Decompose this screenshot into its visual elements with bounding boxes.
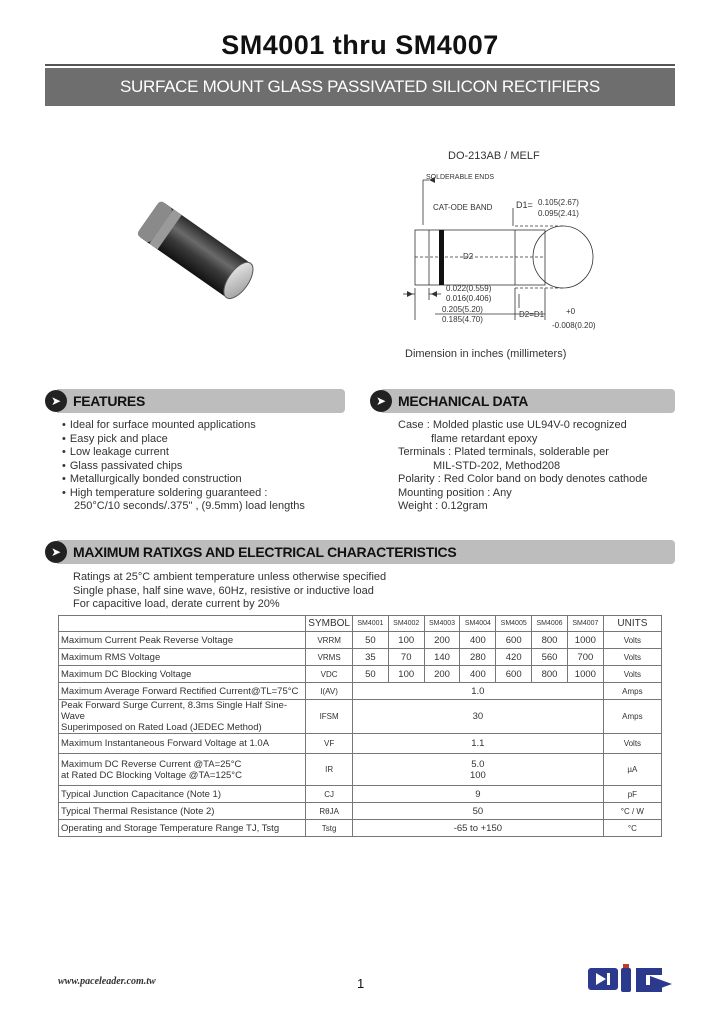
value-cell: 1.1 [352,734,603,754]
param-cell [59,754,306,786]
value-cell: 600 [496,666,532,683]
mechanical-title: MECHANICAL DATA [398,393,529,409]
value-cell: 50 [352,803,603,820]
mechanical-heading [370,389,675,413]
label-tol-minus: -0.008(0.20) [552,321,596,330]
value-cell: 70 [388,649,424,666]
value-cell: 280 [460,649,496,666]
symbol-cell: Tstg [306,820,353,837]
value-cell: 9 [352,786,603,803]
table-header-cell: SM4001 [352,616,388,632]
param-cell: Maximum Instantaneous Forward Voltage at 1.0A [59,734,306,754]
ratings-title: MAXIMUM RATIXGS AND ELECTRICAL CHARACTERISTICS [73,544,457,560]
label-dim-b-min: 0.185(4.70) [442,315,483,324]
value-cell [352,754,603,786]
table-row [59,666,662,683]
param-cell [59,700,306,734]
table-header-cell: UNITS [603,616,661,632]
param-line: Superimposed on Rated Load (JEDEC Method) [61,722,262,733]
table-header-cell: SM4007 [567,616,603,632]
value-cell: 420 [496,649,532,666]
symbol-cell: CJ [306,786,353,803]
value-cell: 30 [352,700,603,734]
value-cell: 100 [388,666,424,683]
symbol-cell: VDC [306,666,353,683]
value-cell: 50 [352,632,388,649]
feature-item: • High temperature soldering guaranteed : [62,487,267,501]
mechanical-line: Weight : 0.12gram [398,500,488,512]
page-number: 1 [357,976,365,991]
mechanical-lines [398,419,648,514]
label-solderable-ends: SOLDERABLE ENDS [426,174,495,181]
table-header-row [59,616,662,632]
package-outline-diagram [395,170,615,335]
ratings-heading [45,540,675,564]
features-title: FEATURES [73,393,146,409]
param-cell: Operating and Storage Temperature Range TJ, Tstg [59,820,306,837]
table-header-cell: SM4005 [496,616,532,632]
arrow-right-icon: ➤ [45,390,67,412]
unit-cell: pF [603,786,661,803]
unit-cell: °C / W [603,803,661,820]
table-row [59,632,662,649]
value-cell: 1.0 [352,683,603,700]
label-tol-plus: +0 [566,307,576,316]
param-cell: Maximum RMS Voltage [59,649,306,666]
features-list [62,419,267,500]
ratings-note: Single phase, half sine wave, 60Hz, resistive or inductive load [73,584,374,597]
param-cell: Maximum Current Peak Reverse Voltage [59,632,306,649]
unit-cell: Volts [603,734,661,754]
label-d1-min: 0.095(2.41) [538,209,579,218]
value-cell: 140 [424,649,460,666]
feature-item: • Metallurgically bonded construction [62,473,267,487]
ratings-note: For capacitive load, derate current by 20% [73,598,280,610]
feature-item: • Low leakage current [62,446,267,460]
table-header-cell: SYMBOL [306,616,353,632]
table-row [59,683,662,700]
table-header-cell: SM4002 [388,616,424,632]
table-row [59,820,662,837]
param-cell: Maximum Average Forward Rectified Current@TL=75°C [59,683,306,700]
feature-item: • Ideal for surface mounted applications [62,419,267,433]
mechanical-line: flame retardant epoxy [431,432,538,445]
mechanical-line: Terminals : Plated terminals, solderable per [398,446,609,458]
component-photo [130,195,260,305]
table-row [59,803,662,820]
footer-url[interactable]: www.paceleader.com.tw [58,976,156,987]
subtitle-banner: SURFACE MOUNT GLASS PASSIVATED SILICON RECTIFIERS [45,68,675,106]
value-cell: 800 [532,632,568,649]
feature-item: • Easy pick and place [62,433,267,447]
value-cell: 400 [460,666,496,683]
ratings-table [58,615,662,837]
label-dim-b-max: 0.205(5.20) [442,305,483,314]
value-cell: 200 [424,632,460,649]
dimension-note: Dimension in inches (millimeters) [405,348,567,360]
symbol-cell: RθJA [306,803,353,820]
param-cell: Typical Thermal Resistance (Note 2) [59,803,306,820]
mechanical-line: Case : Molded plastic use UL94V-0 recognized [398,419,627,431]
feature-item: • Glass passivated chips [62,460,267,474]
value-cell: 50 [352,666,388,683]
table-header-cell: SM4003 [424,616,460,632]
label-d2: D2 [463,252,474,261]
arrow-right-icon: ➤ [45,541,67,563]
mechanical-line: Mounting position : Any [398,486,512,499]
symbol-cell: VRRM [306,632,353,649]
table-header-cell: SM4006 [532,616,568,632]
unit-cell: Volts [603,632,661,649]
value-cell: 1000 [567,632,603,649]
table-header-cell: SM4004 [460,616,496,632]
table-row [59,754,662,786]
mechanical-line: Polarity : Red Color band on body denotes cathode [398,473,648,485]
ratings-note: Ratings at 25°C ambient temperature unless otherwise specified [73,571,387,583]
label-cathode-band: CAT-ODE BAND [433,203,493,212]
value-cell: 600 [496,632,532,649]
label-d1: D1= [516,200,533,210]
table-row [59,734,662,754]
pic-logo [588,964,674,996]
symbol-cell: I(AV) [306,683,353,700]
unit-cell: Volts [603,666,661,683]
symbol-cell: IR [306,754,353,786]
arrow-right-icon: ➤ [370,390,392,412]
symbol-cell: IFSM [306,700,353,734]
param-line: Peak Forward Surge Current, 8.3ms Single Half Sine-Wave [61,700,287,722]
title-rule [45,64,675,66]
symbol-cell: VRMS [306,649,353,666]
feature-continuation: 250°C/10 seconds/.375" , (9.5mm) load lengths [74,500,305,512]
features-heading [45,389,345,413]
param-cell: Typical Junction Capacitance (Note 1) [59,786,306,803]
table-row [59,649,662,666]
value-cell: 700 [567,649,603,666]
value-cell: 400 [460,632,496,649]
table-header-blank [59,616,306,632]
package-name: DO-213AB / MELF [448,150,540,162]
unit-cell: µA [603,754,661,786]
mechanical-line: MIL-STD-202, Method208 [433,459,561,472]
unit-cell: Volts [603,649,661,666]
value-cell: 200 [424,666,460,683]
ratings-notes [73,571,386,612]
value-cell: 560 [532,649,568,666]
unit-cell: Amps [603,700,661,734]
symbol-cell: VF [306,734,353,754]
document-title: SM4001 thru SM4007 [221,30,499,60]
value-cell: 1000 [567,666,603,683]
label-dim-a-max: 0.022(0.559) [446,284,492,293]
label-d2-eq: D2=D1 [519,310,545,319]
label-d1-max: 0.105(2.67) [538,198,579,207]
value-cell: 35 [352,649,388,666]
value-line: 5.0 [471,758,485,770]
unit-cell: °C [603,820,661,837]
label-dim-a-min: 0.016(0.406) [446,294,492,303]
value-cell: 800 [532,666,568,683]
param-cell: Maximum DC Blocking Voltage [59,666,306,683]
value-cell: -65 to +150 [352,820,603,837]
table-row [59,786,662,803]
param-line: Maximum DC Reverse Current @TA=25°C [61,758,242,770]
value-line: 100 [469,769,486,781]
table-row [59,700,662,734]
unit-cell: Amps [603,683,661,700]
param-line: at Rated DC Blocking Voltage @TA=125°C [61,769,242,781]
value-cell: 100 [388,632,424,649]
